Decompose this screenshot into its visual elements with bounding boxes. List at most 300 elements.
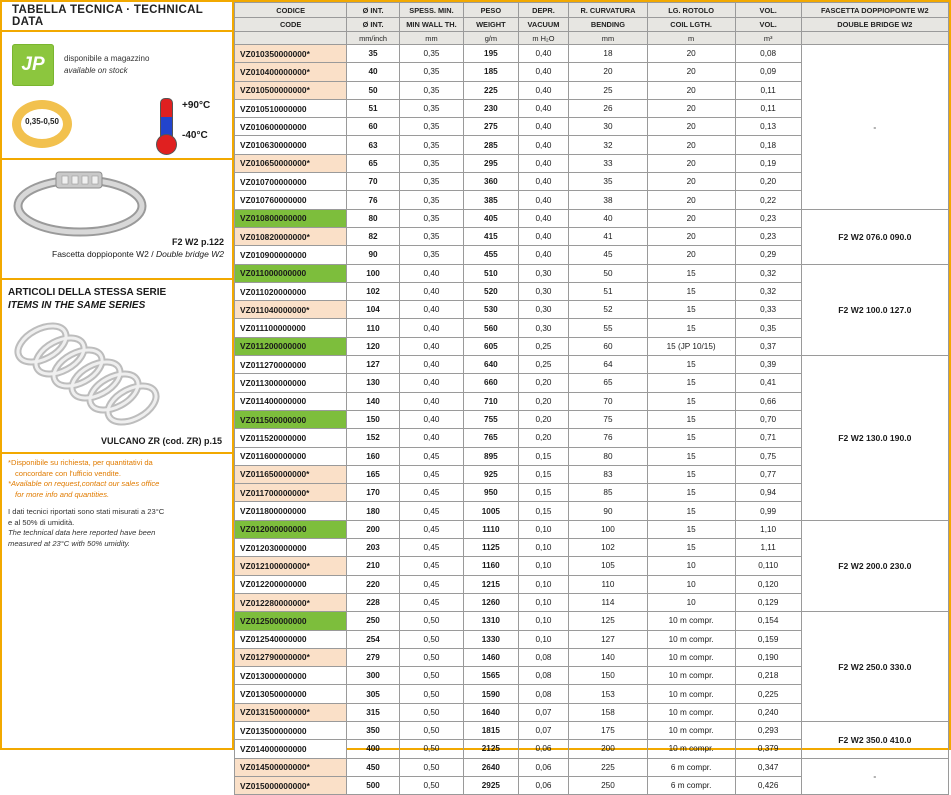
cell-diameter: 200 xyxy=(347,520,400,538)
cell-thickness: 0,35 xyxy=(399,136,463,154)
cell-vacuum: 0,20 xyxy=(518,392,569,410)
table-row xyxy=(235,520,949,538)
cell-clamp-group: - xyxy=(801,758,948,795)
cell-diameter: 127 xyxy=(347,356,400,374)
cell-thickness: 0,45 xyxy=(399,465,463,483)
cell-weight: 1260 xyxy=(464,593,519,611)
cell-vacuum: 0,15 xyxy=(518,502,569,520)
cell-vacuum: 0,10 xyxy=(518,539,569,557)
cell-code: VZ010650000000* xyxy=(235,154,347,172)
cell-bending: 90 xyxy=(569,502,647,520)
cell-weight: 520 xyxy=(464,282,519,300)
cell-code: VZ011000000000 xyxy=(235,264,347,282)
cell-volume: 0,13 xyxy=(735,118,801,136)
cell-weight: 925 xyxy=(464,465,519,483)
cell-bending: 55 xyxy=(569,319,647,337)
wall-thickness-label: 0,35-0,50 xyxy=(25,117,59,126)
th-thickness-it: SPESS. MIN. xyxy=(399,3,463,18)
cell-volume: 0,22 xyxy=(735,191,801,209)
cell-bending: 105 xyxy=(569,557,647,575)
cell-bending: 110 xyxy=(569,575,647,593)
cell-weight: 1565 xyxy=(464,667,519,685)
cell-thickness: 0,45 xyxy=(399,557,463,575)
cell-volume: 0,33 xyxy=(735,301,801,319)
technical-data-table-wrap xyxy=(234,2,949,791)
cell-vacuum: 0,10 xyxy=(518,557,569,575)
cell-diameter: 50 xyxy=(347,81,400,99)
cell-weight: 275 xyxy=(464,118,519,136)
cell-volume: 0,77 xyxy=(735,465,801,483)
note-star-it: *Disponibile su richiesta, per quantitativi da xyxy=(8,458,153,467)
cell-volume: 0,08 xyxy=(735,45,801,63)
cell-weight: 385 xyxy=(464,191,519,209)
cell-weight: 2125 xyxy=(464,740,519,758)
cell-coil: 15 xyxy=(647,410,735,428)
cell-diameter: 220 xyxy=(347,575,400,593)
cell-volume: 0,11 xyxy=(735,81,801,99)
cell-vacuum: 0,40 xyxy=(518,209,569,227)
cell-code: VZ012500000000 xyxy=(235,612,347,630)
cell-code: VZ010700000000 xyxy=(235,173,347,191)
th-vacuum-it: DEPR. xyxy=(518,3,569,18)
cell-vacuum: 0,06 xyxy=(518,740,569,758)
th-thickness-unit: mm xyxy=(399,32,463,45)
cell-diameter: 160 xyxy=(347,447,400,465)
temperature-row xyxy=(2,94,232,156)
th-volume-it: VOL. xyxy=(735,3,801,18)
cell-vacuum: 0,40 xyxy=(518,81,569,99)
cell-diameter: 65 xyxy=(347,154,400,172)
cell-code: VZ010350000000* xyxy=(235,45,347,63)
cell-diameter: 80 xyxy=(347,209,400,227)
cell-diameter: 130 xyxy=(347,374,400,392)
cell-diameter: 170 xyxy=(347,484,400,502)
cell-weight: 1215 xyxy=(464,575,519,593)
cell-thickness: 0,35 xyxy=(399,118,463,136)
th-diameter-it: Ø INT. xyxy=(347,3,400,18)
cell-code: VZ010760000000 xyxy=(235,191,347,209)
cell-thickness: 0,40 xyxy=(399,301,463,319)
cell-weight: 415 xyxy=(464,227,519,245)
cell-weight: 195 xyxy=(464,45,519,63)
cell-code: VZ010820000000* xyxy=(235,227,347,245)
cell-vacuum: 0,30 xyxy=(518,282,569,300)
cell-coil: 20 xyxy=(647,118,735,136)
cell-thickness: 0,40 xyxy=(399,429,463,447)
spiral-hose-icon xyxy=(2,314,228,434)
cell-bending: 60 xyxy=(569,337,647,355)
cell-weight: 230 xyxy=(464,99,519,117)
th-thickness-en: MIN WALL TH. xyxy=(399,18,463,32)
table-head xyxy=(235,3,949,45)
cell-volume: 0,11 xyxy=(735,99,801,117)
cell-vacuum: 0,40 xyxy=(518,45,569,63)
cell-clamp-group: F2 W2 130.0 190.0 xyxy=(801,356,948,521)
cell-bending: 35 xyxy=(569,173,647,191)
cell-code: VZ010600000000 xyxy=(235,118,347,136)
header-row-units xyxy=(235,32,949,45)
jp-logo-text: JP xyxy=(21,54,45,75)
cell-vacuum: 0,06 xyxy=(518,758,569,776)
cell-volume: 0,347 xyxy=(735,758,801,776)
cell-coil: 20 xyxy=(647,63,735,81)
th-weight-en: WEIGHT xyxy=(464,18,519,32)
cell-vacuum: 0,08 xyxy=(518,648,569,666)
cell-bending: 102 xyxy=(569,539,647,557)
cell-code: VZ011270000000 xyxy=(235,356,347,374)
cell-thickness: 0,50 xyxy=(399,703,463,721)
cell-code: VZ011040000000* xyxy=(235,301,347,319)
cell-vacuum: 0,10 xyxy=(518,593,569,611)
cell-diameter: 254 xyxy=(347,630,400,648)
cell-vacuum: 0,15 xyxy=(518,447,569,465)
cell-coil: 10 m compr. xyxy=(647,703,735,721)
jp-logo-icon xyxy=(12,44,54,86)
cell-thickness: 0,45 xyxy=(399,447,463,465)
cell-code: VZ011520000000 xyxy=(235,429,347,447)
cell-volume: 0,23 xyxy=(735,209,801,227)
cell-vacuum: 0,20 xyxy=(518,429,569,447)
cell-vacuum: 0,20 xyxy=(518,374,569,392)
cell-thickness: 0,50 xyxy=(399,667,463,685)
cell-vacuum: 0,40 xyxy=(518,154,569,172)
cell-volume: 1,10 xyxy=(735,520,801,538)
cell-volume: 0,41 xyxy=(735,374,801,392)
cell-code: VZ013050000000 xyxy=(235,685,347,703)
cell-weight: 1330 xyxy=(464,630,519,648)
cell-weight: 360 xyxy=(464,173,519,191)
cell-thickness: 0,50 xyxy=(399,630,463,648)
cell-volume: 0,20 xyxy=(735,173,801,191)
cell-bending: 127 xyxy=(569,630,647,648)
cell-weight: 1160 xyxy=(464,557,519,575)
th-vacuum-en: VACUUM xyxy=(518,18,569,32)
cell-volume: 0,379 xyxy=(735,740,801,758)
cell-volume: 0,110 xyxy=(735,557,801,575)
cell-volume: 0,154 xyxy=(735,612,801,630)
th-diameter-en: Ø INT. xyxy=(347,18,400,32)
cell-vacuum: 0,10 xyxy=(518,630,569,648)
cell-coil: 20 xyxy=(647,209,735,227)
left-info-panel xyxy=(2,2,234,748)
cell-vacuum: 0,10 xyxy=(518,575,569,593)
cell-coil: 20 xyxy=(647,227,735,245)
cell-volume: 0,37 xyxy=(735,337,801,355)
thermometer-bulb-icon xyxy=(156,134,177,155)
cell-diameter: 250 xyxy=(347,612,400,630)
cell-vacuum: 0,40 xyxy=(518,246,569,264)
cell-code: VZ013000000000 xyxy=(235,667,347,685)
cell-clamp-group: F2 W2 076.0 090.0 xyxy=(801,209,948,264)
cell-coil: 15 xyxy=(647,447,735,465)
cell-clamp-group: F2 W2 350.0 410.0 xyxy=(801,721,948,758)
cell-vacuum: 0,40 xyxy=(518,191,569,209)
cell-bending: 33 xyxy=(569,154,647,172)
cell-coil: 10 xyxy=(647,593,735,611)
cell-bending: 83 xyxy=(569,465,647,483)
cell-diameter: 82 xyxy=(347,227,400,245)
cell-code: VZ015000000000* xyxy=(235,776,347,794)
cell-volume: 0,32 xyxy=(735,282,801,300)
cell-bending: 20 xyxy=(569,63,647,81)
cell-volume: 1,11 xyxy=(735,539,801,557)
cell-bending: 158 xyxy=(569,703,647,721)
cell-volume: 0,225 xyxy=(735,685,801,703)
availability-en: available on stock xyxy=(64,66,128,75)
cell-code: VZ013500000000 xyxy=(235,721,347,739)
header-row-it xyxy=(235,3,949,18)
cell-code: VZ012790000000* xyxy=(235,648,347,666)
cell-volume: 0,39 xyxy=(735,356,801,374)
cell-thickness: 0,50 xyxy=(399,776,463,794)
cell-diameter: 150 xyxy=(347,410,400,428)
cell-weight: 1590 xyxy=(464,685,519,703)
th-coil-it: LG. ROTOLO xyxy=(647,3,735,18)
cell-diameter: 60 xyxy=(347,118,400,136)
cell-bending: 175 xyxy=(569,721,647,739)
cell-bending: 225 xyxy=(569,758,647,776)
cell-code: VZ012030000000 xyxy=(235,539,347,557)
hose-image-block xyxy=(2,314,232,450)
cell-bending: 40 xyxy=(569,209,647,227)
cell-code: VZ010800000000 xyxy=(235,209,347,227)
table-row xyxy=(235,721,949,739)
cell-bending: 25 xyxy=(569,81,647,99)
cell-thickness: 0,45 xyxy=(399,593,463,611)
th-clamp-en: DOUBLE BRIDGE W2 xyxy=(801,18,948,32)
cell-diameter: 400 xyxy=(347,740,400,758)
availability-it: disponibile a magazzino xyxy=(64,54,150,63)
cell-weight: 895 xyxy=(464,447,519,465)
cell-weight: 1005 xyxy=(464,502,519,520)
cell-clamp-group: F2 W2 100.0 127.0 xyxy=(801,264,948,355)
cell-code: VZ011400000000 xyxy=(235,392,347,410)
cell-volume: 0,29 xyxy=(735,246,801,264)
cell-weight: 1640 xyxy=(464,703,519,721)
cell-code: VZ011100000000 xyxy=(235,319,347,337)
cell-bending: 65 xyxy=(569,374,647,392)
cell-coil: 10 m compr. xyxy=(647,685,735,703)
table-row xyxy=(235,758,949,776)
thermometer-icon xyxy=(150,96,230,154)
cell-thickness: 0,50 xyxy=(399,612,463,630)
logo-availability-row xyxy=(2,32,232,90)
cell-weight: 510 xyxy=(464,264,519,282)
cell-thickness: 0,35 xyxy=(399,173,463,191)
cell-clamp-group: - xyxy=(801,45,948,210)
cell-diameter: 100 xyxy=(347,264,400,282)
cell-weight: 530 xyxy=(464,301,519,319)
cell-coil: 15 xyxy=(647,301,735,319)
cell-code: VZ014500000000* xyxy=(235,758,347,776)
cell-coil: 10 xyxy=(647,557,735,575)
cell-weight: 640 xyxy=(464,356,519,374)
cell-diameter: 152 xyxy=(347,429,400,447)
cell-thickness: 0,35 xyxy=(399,154,463,172)
cell-weight: 295 xyxy=(464,154,519,172)
cell-diameter: 350 xyxy=(347,721,400,739)
cell-coil: 15 xyxy=(647,502,735,520)
cell-code: VZ012280000000* xyxy=(235,593,347,611)
cell-volume: 0,23 xyxy=(735,227,801,245)
cell-bending: 41 xyxy=(569,227,647,245)
cell-bending: 114 xyxy=(569,593,647,611)
cell-bending: 140 xyxy=(569,648,647,666)
cell-weight: 950 xyxy=(464,484,519,502)
cell-weight: 405 xyxy=(464,209,519,227)
th-bending-it: R. CURVATURA xyxy=(569,3,647,18)
cell-coil: 10 m compr. xyxy=(647,740,735,758)
cell-vacuum: 0,40 xyxy=(518,227,569,245)
cell-diameter: 210 xyxy=(347,557,400,575)
cell-diameter: 104 xyxy=(347,301,400,319)
cell-coil: 20 xyxy=(647,173,735,191)
cell-code: VZ011500000000 xyxy=(235,410,347,428)
cell-bending: 250 xyxy=(569,776,647,794)
footnotes xyxy=(2,454,232,549)
page-title xyxy=(2,2,232,32)
cell-thickness: 0,35 xyxy=(399,227,463,245)
technical-data-table xyxy=(234,2,949,795)
cell-vacuum: 0,40 xyxy=(518,173,569,191)
cell-coil: 20 xyxy=(647,45,735,63)
table-row xyxy=(235,45,949,63)
table-row xyxy=(235,356,949,374)
temp-high-label: +90°C xyxy=(182,100,211,111)
cell-code: VZ011300000000 xyxy=(235,374,347,392)
availability-note xyxy=(64,44,149,77)
cell-thickness: 0,50 xyxy=(399,740,463,758)
cell-code: VZ014000000000 xyxy=(235,740,347,758)
cell-coil: 10 m compr. xyxy=(647,648,735,666)
cell-clamp-group: F2 W2 250.0 330.0 xyxy=(801,612,948,722)
cell-vacuum: 0,30 xyxy=(518,264,569,282)
cell-code: VZ011700000000* xyxy=(235,484,347,502)
table-body xyxy=(235,45,949,795)
th-clamp-unit xyxy=(801,32,948,45)
cell-thickness: 0,45 xyxy=(399,484,463,502)
cell-volume: 0,99 xyxy=(735,502,801,520)
cell-weight: 605 xyxy=(464,337,519,355)
cell-diameter: 120 xyxy=(347,337,400,355)
cell-volume: 0,293 xyxy=(735,721,801,739)
th-weight-unit: g/m xyxy=(464,32,519,45)
cell-code: VZ012200000000 xyxy=(235,575,347,593)
cell-thickness: 0,35 xyxy=(399,246,463,264)
th-bending-en: BENDING xyxy=(569,18,647,32)
cell-diameter: 203 xyxy=(347,539,400,557)
cell-thickness: 0,50 xyxy=(399,758,463,776)
cell-diameter: 165 xyxy=(347,465,400,483)
cell-weight: 1460 xyxy=(464,648,519,666)
note-tech-it: I dati tecnici riportati sono stati misurati a 23°C xyxy=(8,507,165,516)
cell-coil: 15 xyxy=(647,264,735,282)
cell-weight: 755 xyxy=(464,410,519,428)
cell-vacuum: 0,07 xyxy=(518,703,569,721)
cell-vacuum: 0,15 xyxy=(518,484,569,502)
cell-volume: 0,66 xyxy=(735,392,801,410)
th-diameter-unit: mm/inch xyxy=(347,32,400,45)
cell-vacuum: 0,25 xyxy=(518,356,569,374)
cell-vacuum: 0,10 xyxy=(518,612,569,630)
cell-coil: 15 xyxy=(647,484,735,502)
cell-thickness: 0,45 xyxy=(399,539,463,557)
cell-bending: 70 xyxy=(569,392,647,410)
note-star-en: *Available on request,contact our sales office xyxy=(8,479,160,488)
cell-coil: 15 xyxy=(647,282,735,300)
th-clamp-it: FASCETTA DOPPIOPONTE W2 xyxy=(801,3,948,18)
cell-volume: 0,71 xyxy=(735,429,801,447)
cell-weight: 1125 xyxy=(464,539,519,557)
cell-code: VZ011650000000* xyxy=(235,465,347,483)
cell-vacuum: 0,40 xyxy=(518,99,569,117)
series-heading xyxy=(2,280,232,314)
cell-vacuum: 0,15 xyxy=(518,465,569,483)
cell-coil: 15 xyxy=(647,539,735,557)
cell-vacuum: 0,07 xyxy=(518,721,569,739)
cell-weight: 2925 xyxy=(464,776,519,794)
cell-bending: 75 xyxy=(569,410,647,428)
cell-code: VZ012540000000 xyxy=(235,630,347,648)
cell-weight: 225 xyxy=(464,81,519,99)
cell-bending: 30 xyxy=(569,118,647,136)
cell-thickness: 0,40 xyxy=(399,374,463,392)
series-heading-it: ARTICOLI DELLA STESSA SERIE xyxy=(8,287,167,298)
table-row xyxy=(235,264,949,282)
cell-thickness: 0,50 xyxy=(399,721,463,739)
cell-thickness: 0,40 xyxy=(399,264,463,282)
cell-coil: 15 xyxy=(647,520,735,538)
cell-diameter: 51 xyxy=(347,99,400,117)
cell-vacuum: 0,30 xyxy=(518,319,569,337)
cell-bending: 125 xyxy=(569,612,647,630)
page-title-text: TABELLA TECNICA · TECHNICAL DATA xyxy=(12,4,203,28)
cell-coil: 10 m compr. xyxy=(647,630,735,648)
cell-volume: 0,32 xyxy=(735,264,801,282)
cell-code: VZ013150000000* xyxy=(235,703,347,721)
cell-bending: 51 xyxy=(569,282,647,300)
cell-bending: 153 xyxy=(569,685,647,703)
th-bending-unit: mm xyxy=(569,32,647,45)
cell-vacuum: 0,25 xyxy=(518,337,569,355)
cell-diameter: 110 xyxy=(347,319,400,337)
th-volume-unit: m³ xyxy=(735,32,801,45)
cell-volume: 0,70 xyxy=(735,410,801,428)
cell-vacuum: 0,06 xyxy=(518,776,569,794)
note-tech-en: The technical data here reported have been xyxy=(8,528,156,537)
cell-bending: 85 xyxy=(569,484,647,502)
note-star-it-2: concordare con l'ufficio vendite. xyxy=(15,468,121,478)
cell-code: VZ012100000000* xyxy=(235,557,347,575)
cell-thickness: 0,40 xyxy=(399,410,463,428)
note-tech-it-2: e al 50% di umidità. xyxy=(8,517,75,527)
cell-code: VZ010500000000* xyxy=(235,81,347,99)
cell-coil: 20 xyxy=(647,99,735,117)
cell-code: VZ011200000000 xyxy=(235,337,347,355)
th-code-it: CODICE xyxy=(235,3,347,18)
cell-diameter: 40 xyxy=(347,63,400,81)
cell-thickness: 0,35 xyxy=(399,191,463,209)
cell-coil: 20 xyxy=(647,81,735,99)
cell-volume: 0,218 xyxy=(735,667,801,685)
cell-thickness: 0,40 xyxy=(399,356,463,374)
cell-bending: 100 xyxy=(569,520,647,538)
cell-coil: 10 m compr. xyxy=(647,721,735,739)
cell-diameter: 315 xyxy=(347,703,400,721)
cell-diameter: 300 xyxy=(347,667,400,685)
cell-thickness: 0,45 xyxy=(399,575,463,593)
cell-coil: 20 xyxy=(647,246,735,264)
